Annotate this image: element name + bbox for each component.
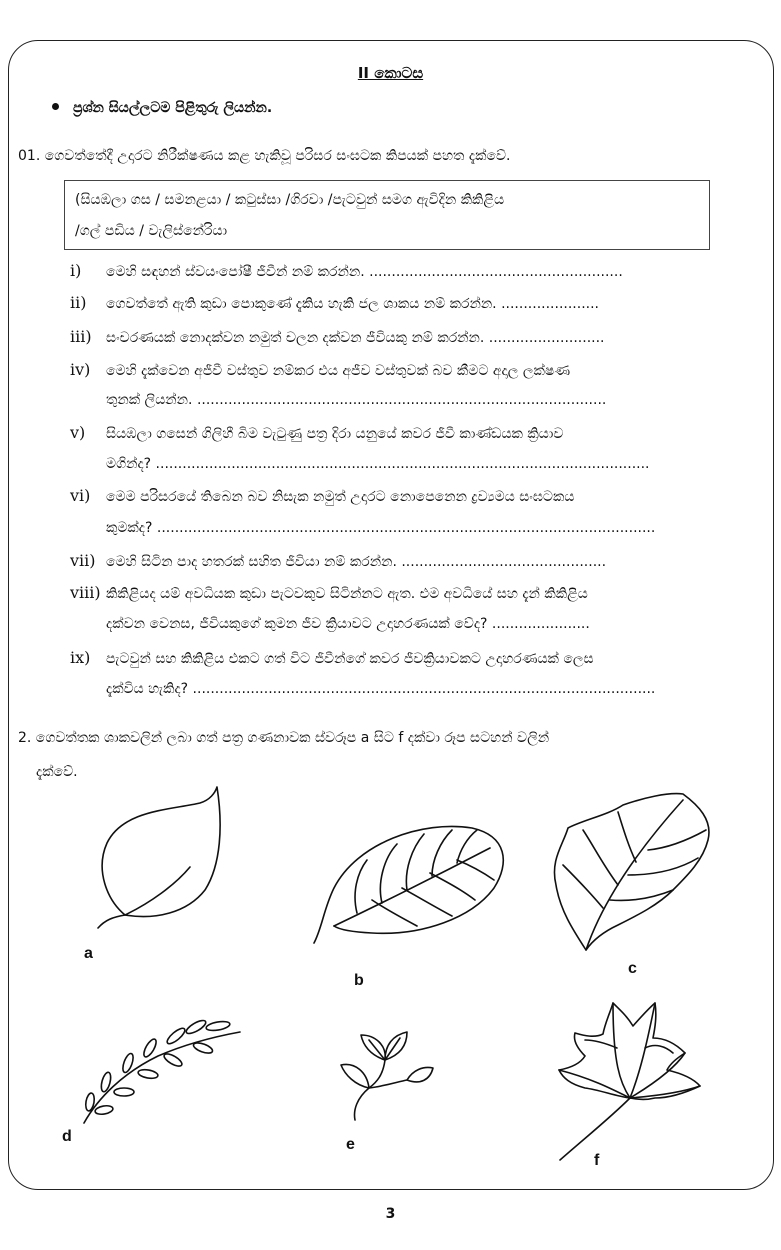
leaf-d-drawing xyxy=(78,1018,248,1128)
question-1-item xyxy=(70,355,570,386)
question-1-item xyxy=(70,418,563,449)
item-number: viii) xyxy=(70,583,101,602)
item-text: මෙහි සිටින පාද හතරක් සහිත ජීවියා නම් කරන්න. .............................................. xyxy=(106,554,607,570)
item-text: පැටවුන් සහ කිකිළිය එකට ගත් විට ජීවීන්ගේ කවර ජීවක්‍රියාවකට උදාහරණයක් ලෙස xyxy=(106,651,594,667)
item-number: ii) xyxy=(70,293,87,312)
item-continuation: කුමක්ද? ................................................................................................................ xyxy=(106,520,656,536)
question-1-item xyxy=(70,546,606,577)
question-1-item xyxy=(70,322,605,353)
item-continuation: දැක්විය හැකිද? ........................................................................................................ xyxy=(106,681,656,697)
item-text: මෙම පරිසරයේ තිබෙන බව නිසැක නමුත් උදාරට නොපෙනෙන ද්‍රව්‍යමය සංඝටකය xyxy=(106,489,575,505)
item-number: vii) xyxy=(70,551,96,570)
instruction xyxy=(52,100,272,116)
section-title: II කොටස xyxy=(357,64,424,82)
components-box xyxy=(64,180,710,250)
question-1-item xyxy=(70,288,599,319)
components-line-1: (සියඹලා ගස / සමනළයා / කටුස්සා /ගිරවා /පැටවුන් සමග ඇවිදින කිකිළිය xyxy=(75,192,505,208)
instruction-text: ප්‍රශ්න සියල්ලටම පිළිතුරු ලියන්න. xyxy=(73,100,273,116)
components-line-2: /ගල් පඩිය / වැලිස්නේරියා xyxy=(75,223,228,239)
item-number: ix) xyxy=(70,648,91,667)
leaf-label-b: b xyxy=(354,972,364,989)
bullet-icon xyxy=(52,103,59,110)
question-1: 01. ගෙවත්තේදී උදාරට නිරීක්ෂණය කළ හැකිවූ පරිසර සංඝටක කිපයක් පහත දැක්වේ. xyxy=(18,148,511,164)
item-number: iv) xyxy=(70,360,91,379)
item-continuation: දක්වන වෙනස, ජීවියකුගේ කුමන ජීව ක්‍රියාවට උදාහරණයක් වේද? ...................... xyxy=(106,616,590,632)
item-number: vi) xyxy=(70,486,91,505)
leaf-label-f: f xyxy=(594,1152,600,1169)
question-2-line-1: 2. ගෙවත්තක ශාකවලින් ලබා ගත් පත්‍ර ගණනාවක ස්වරූප a සිට f දක්වා රූප සටහන් වලින් xyxy=(18,730,550,746)
item-number: i) xyxy=(70,261,82,280)
leaf-a-drawing xyxy=(95,785,225,935)
item-text: මෙහි සඳහන් ස්වයංපෝෂී ජීවීන් නම් කරන්න. ......................................................... xyxy=(106,264,623,280)
question-1-item xyxy=(70,578,588,609)
question-2-line-2: දැක්වේ. xyxy=(36,764,78,780)
leaf-label-c: c xyxy=(628,960,637,977)
item-text: මෙහි දැක්වෙන අජීවී වස්තුව නම්කර එය අජීව වස්තුවක් බව කීමට අදාල ලක්ෂණ xyxy=(106,363,571,379)
leaf-label-e: e xyxy=(346,1136,355,1153)
leaf-e-drawing xyxy=(335,1030,435,1125)
leaf-f-drawing xyxy=(555,998,705,1163)
item-text: සංචරණයක් නොදක්වන නමුත් චලන දක්වන ජීවියකු නම් කරන්න. .......................... xyxy=(106,330,605,346)
item-text: සියඹලා ගසෙන් ගිලිහී බිම වැටුණු පත්‍ර දිරා යනුයේ කවර ජීවී කාණ්ඩයක ක්‍රියාව xyxy=(106,426,564,442)
leaf-label-a: a xyxy=(84,945,93,962)
item-continuation: මගින්ද? ............................................................................................................... xyxy=(106,456,650,472)
leaf-b-drawing xyxy=(312,818,512,948)
item-text: කිකිළියද යම් අවධියක කුඩා පැටවකුව සිටින්නට ඇත. එම අවධියේ සහ දැන් කිකිළිය xyxy=(106,586,588,602)
question-1-item xyxy=(70,481,574,512)
question-1-item xyxy=(70,256,623,287)
page-number: 3 xyxy=(385,1206,396,1222)
leaf-label-d: d xyxy=(62,1128,72,1145)
item-text: ගෙවත්තේ ඇති කුඩා පොකුණේ දැකිය හැකි ජල ශාකය නම් කරන්න. ...................... xyxy=(106,296,599,312)
item-number: v) xyxy=(70,423,86,442)
leaf-c-drawing xyxy=(548,790,718,960)
question-1-item xyxy=(70,643,594,674)
item-number: iii) xyxy=(70,327,92,346)
item-continuation: තුනක් ලියන්න. ............................................................................................ xyxy=(106,392,607,408)
